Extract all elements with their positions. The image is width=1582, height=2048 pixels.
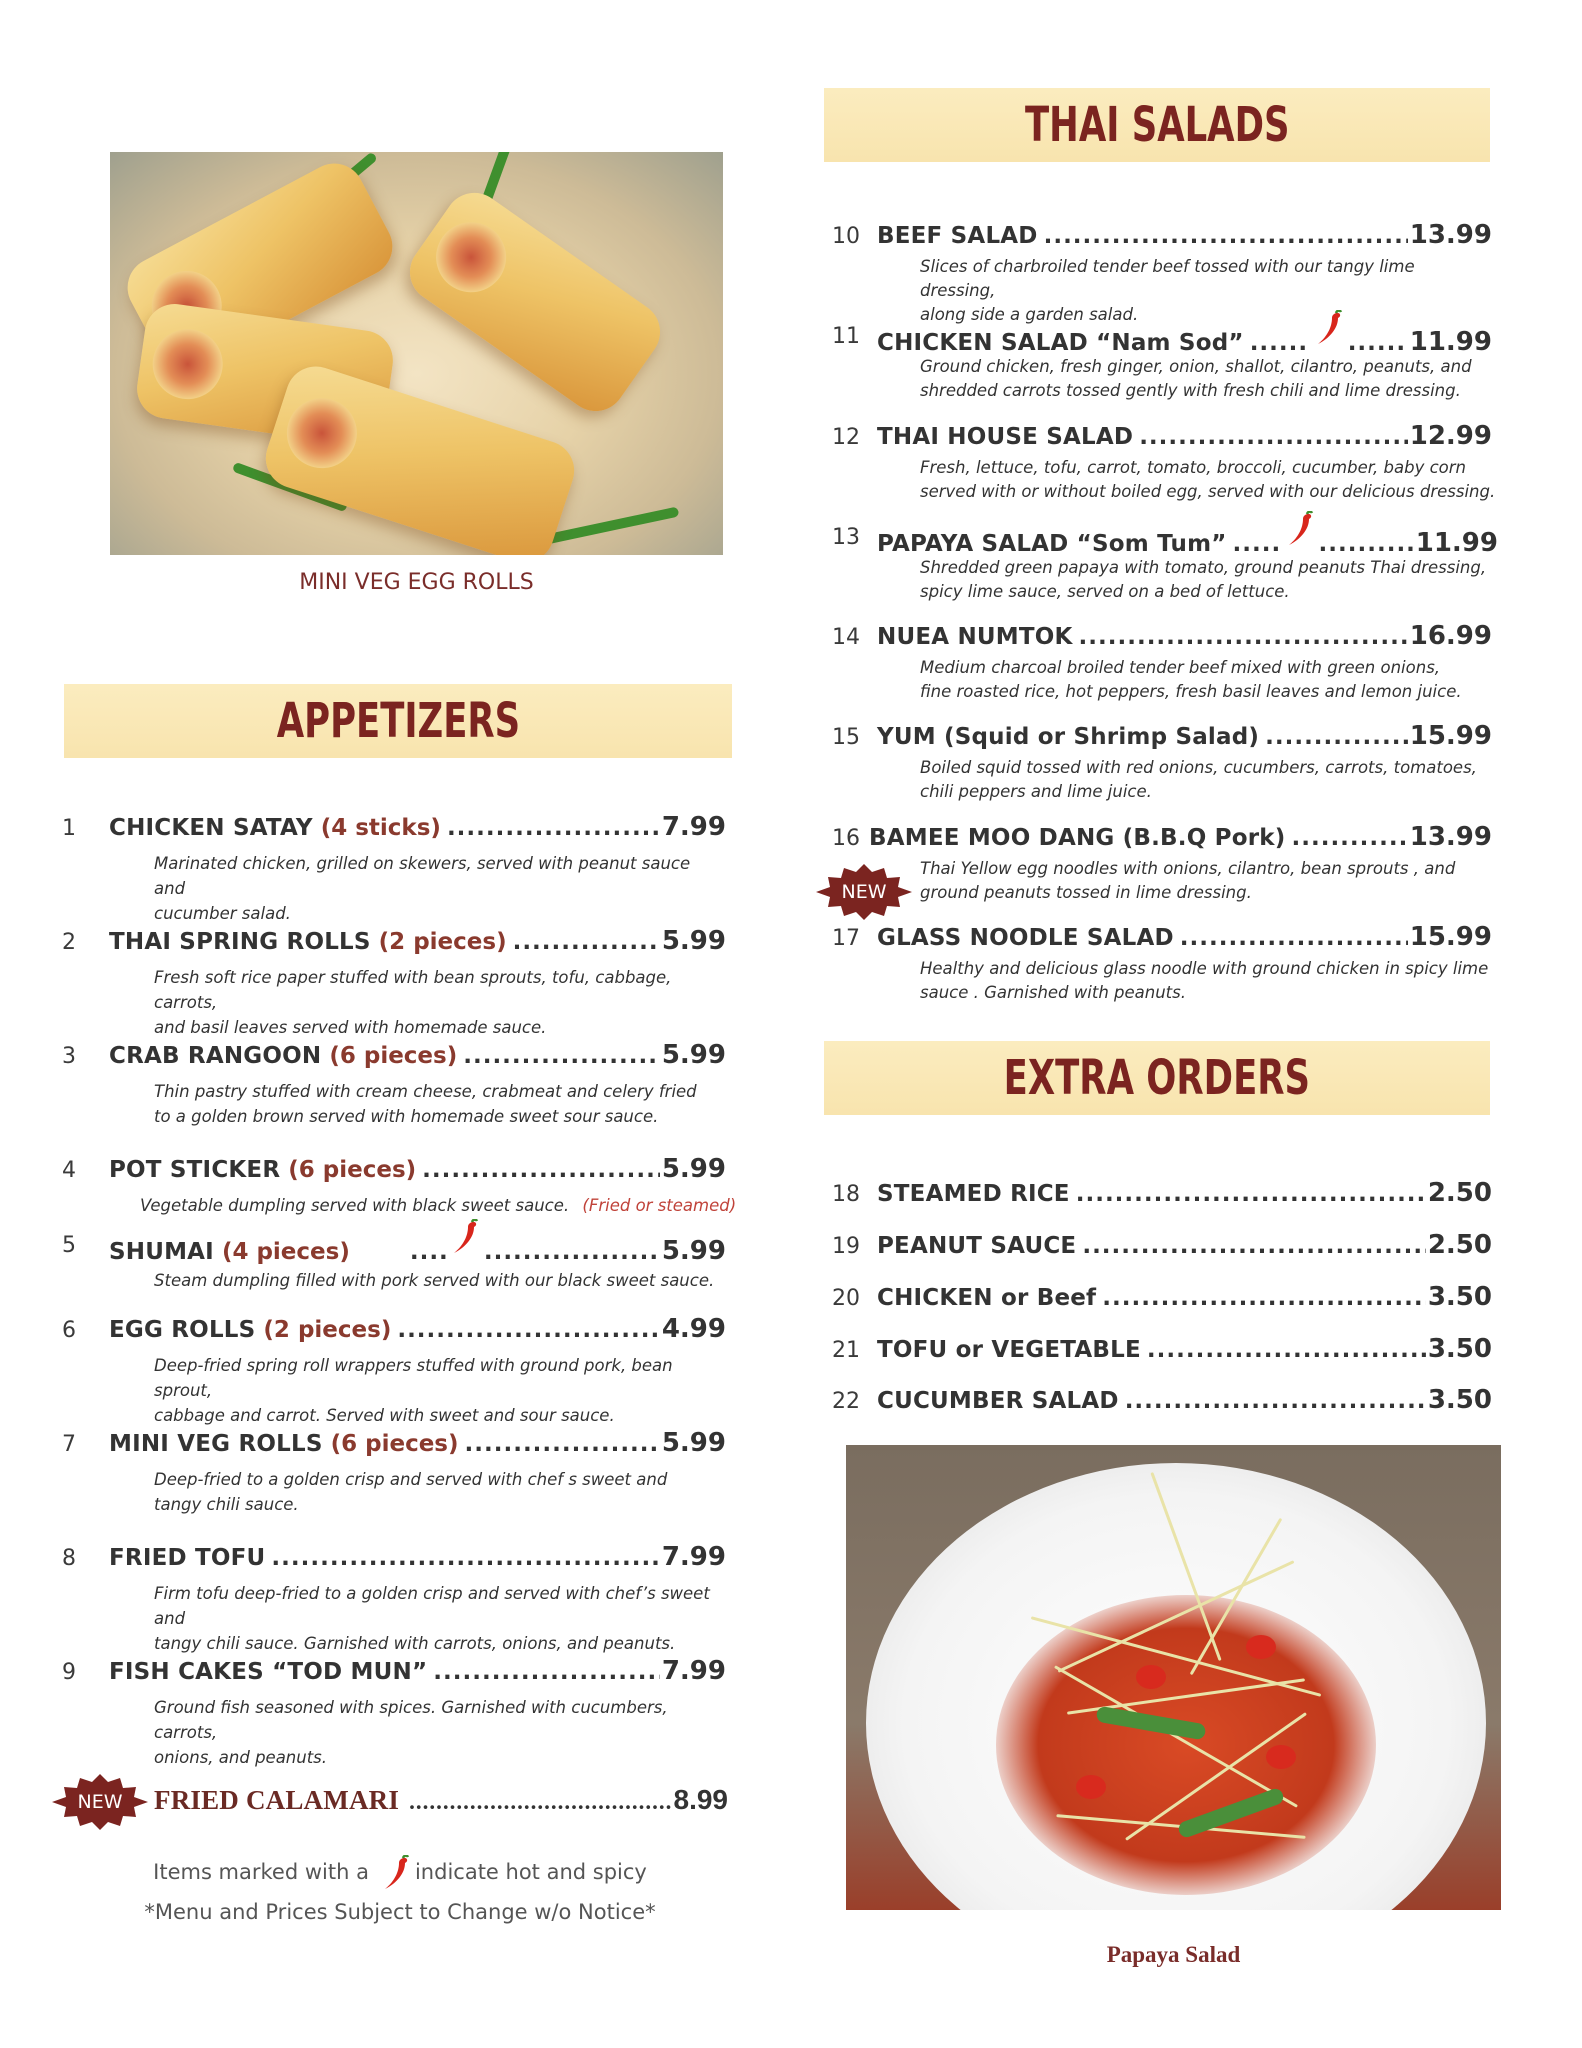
dot-leader	[433, 1659, 660, 1685]
new-badge	[48, 1772, 152, 1832]
item-description: Deep-fried spring roll wrappers stuffed with ground pork, bean sprout,	[154, 1356, 673, 1400]
item-description: Marinated chicken, grilled on skewers, served with peanut sauce and	[154, 854, 691, 898]
price-notice: *Menu and Prices Subject to Change w/o Notice*	[144, 1900, 656, 1924]
item-price: 13.99	[1409, 822, 1492, 852]
item-name: BEEF SALAD	[877, 223, 1038, 249]
dot-leader	[271, 1545, 659, 1571]
dot-leader	[1082, 1233, 1426, 1259]
item-description: cucumber salad.	[154, 904, 291, 923]
item-name: PEANUT SAUCE	[877, 1233, 1077, 1259]
item-price: 8.99	[673, 1784, 728, 1815]
item-name: FRIED TOFU	[109, 1545, 266, 1571]
item-number: 12	[832, 425, 860, 450]
item-price: 4.99	[661, 1314, 726, 1344]
item-number: 11	[832, 324, 860, 349]
item-number: 2	[62, 930, 76, 955]
item-number: 18	[832, 1182, 860, 1207]
menu-item	[832, 1334, 1492, 1370]
menu-item	[62, 1229, 726, 1289]
dot-leader	[484, 1239, 660, 1265]
menu-item	[62, 1542, 726, 1653]
menu-item	[62, 1656, 726, 1767]
item-description: Thin pastry stuffed with cream cheese, crabmeat and celery fried	[154, 1082, 697, 1101]
egg-rolls-caption: MINI VEG EGG ROLLS	[299, 570, 534, 595]
item-number: 10	[832, 224, 860, 249]
item-price: 3.50	[1427, 1334, 1492, 1364]
appetizers-heading: APPETIZERS	[64, 684, 732, 758]
dot-leader	[465, 1431, 660, 1457]
item-description: sauce . Garnished with peanuts.	[920, 983, 1186, 1002]
item-description: Slices of charbroiled tender beef tossed with our tangy lime dressing,	[920, 257, 1415, 300]
menu-item	[62, 1428, 726, 1518]
dot-leader	[422, 1157, 660, 1183]
item-price: 7.99	[661, 1656, 726, 1686]
item-description: tangy chili sauce. Garnished with carrots, onions, and peanuts.	[154, 1634, 676, 1653]
dot-leader	[1044, 223, 1408, 249]
item-price: 5.99	[661, 1236, 726, 1266]
menu-item	[832, 922, 1492, 1012]
chili-pepper-icon	[1314, 320, 1340, 350]
item-price: 15.99	[1409, 721, 1492, 751]
dot-leader	[463, 1043, 660, 1069]
dot-leader	[409, 1789, 671, 1815]
item-quantity: (2 pieces)	[378, 929, 507, 955]
menu-item	[62, 1314, 726, 1425]
egg-rolls-photo	[110, 152, 723, 555]
menu-item	[832, 220, 1492, 324]
menu-item	[832, 1282, 1492, 1318]
extra-orders-heading: EXTRA ORDERS	[824, 1041, 1490, 1115]
item-price: 5.99	[661, 1428, 726, 1458]
item-price: 5.99	[661, 926, 726, 956]
chili-pepper-icon	[379, 1855, 413, 1889]
item-name: PAPAYA SALAD “Som Tum”	[877, 531, 1227, 557]
dot-leader	[1139, 424, 1408, 450]
item-quantity: (4 pieces)	[221, 1239, 350, 1265]
item-number: 1	[62, 816, 76, 841]
dot-leader	[397, 1317, 660, 1343]
spicy-legend	[60, 1855, 740, 1889]
dot-leader	[1079, 624, 1408, 650]
item-description: Boiled squid tossed with red onions, cucumbers, carrots, tomatoes,	[920, 758, 1477, 777]
item-number: 9	[62, 1660, 76, 1685]
item-description: Healthy and delicious glass noodle with ground chicken in spicy lime	[920, 959, 1489, 978]
item-name: STEAMED RICE	[877, 1181, 1070, 1207]
item-description: spicy lime sauce, served on a bed of lettuce.	[920, 582, 1290, 601]
item-number: 17	[832, 926, 860, 951]
menu-item	[832, 521, 1498, 611]
item-number: 20	[832, 1286, 860, 1311]
dot-leader	[447, 815, 660, 841]
item-name: MINI VEG ROLLS	[109, 1431, 323, 1457]
item-price: 12.99	[1409, 421, 1492, 451]
item-number: 3	[62, 1044, 76, 1069]
item-price: 5.99	[661, 1040, 726, 1070]
dot-leader	[1076, 1181, 1426, 1207]
dot-leader	[410, 1239, 446, 1265]
item-description: Ground fish seasoned with spices. Garnished with cucumbers, carrots,	[154, 1698, 668, 1742]
menu-item	[832, 621, 1492, 711]
item-name: SHUMAI	[109, 1239, 214, 1265]
menu-item	[832, 1385, 1492, 1421]
item-description: and basil leaves served with homemade sauce.	[154, 1018, 547, 1037]
dot-leader	[1125, 1388, 1426, 1414]
new-badge-label: NEW	[77, 1791, 123, 1813]
item-name: CHICKEN SALAD “Nam Sod”	[877, 330, 1244, 356]
item-quantity: (4 sticks)	[320, 815, 441, 841]
item-price: 11.99	[1409, 327, 1492, 357]
item-name: CUCUMBER SALAD	[877, 1388, 1119, 1414]
item-name: THAI SPRING ROLLS	[109, 929, 371, 955]
item-number: 5	[62, 1233, 76, 1258]
item-number: 13	[832, 525, 860, 550]
dot-leader	[1180, 925, 1408, 951]
item-description: Fresh, lettuce, tofu, carrot, tomato, broccoli, cucumber, baby corn	[920, 458, 1466, 477]
item-description: Ground chicken, fresh ginger, onion, shallot, cilantro, peanuts, and	[920, 357, 1472, 376]
item-note: (Fried or steamed)	[582, 1196, 737, 1215]
item-price: 3.50	[1427, 1385, 1492, 1415]
item-price: 13.99	[1409, 220, 1492, 250]
thai-salads-heading: THAI SALADS	[824, 88, 1490, 162]
item-price: 5.99	[661, 1154, 726, 1184]
item-price: 7.99	[661, 812, 726, 842]
item-description: along side a garden salad.	[920, 305, 1139, 324]
menu-item	[62, 1154, 737, 1215]
item-number: 19	[832, 1234, 860, 1259]
item-number: 6	[62, 1318, 76, 1343]
papaya-salad-caption: Papaya Salad	[1106, 1942, 1241, 1967]
item-price: 11.99	[1415, 528, 1498, 558]
item-description: served with or without boiled egg, served with our delicious dressing.	[920, 482, 1496, 501]
menu-item	[832, 1178, 1492, 1214]
item-price: 3.50	[1427, 1282, 1492, 1312]
chili-pepper-icon	[1285, 521, 1311, 551]
spicy-legend-text: indicate hot and spicy	[414, 1860, 647, 1884]
item-description: shredded carrots tossed gently with fresh chili and lime dressing.	[920, 381, 1461, 400]
menu-item	[832, 320, 1492, 410]
menu-item	[832, 421, 1496, 511]
item-name: POT STICKER	[109, 1157, 281, 1183]
chili-pepper-icon	[450, 1229, 476, 1259]
menu-item	[62, 926, 726, 1037]
item-description: tangy chili sauce.	[154, 1495, 299, 1514]
item-name: YUM (Squid or Shrimp Salad)	[877, 724, 1260, 750]
dot-leader	[1102, 1285, 1426, 1311]
item-description: Fresh soft rice paper stuffed with bean sprouts, tofu, cabbage, carrots,	[154, 968, 672, 1012]
item-name: CRAB RANGOON	[109, 1043, 322, 1069]
item-name: THAI HOUSE SALAD	[877, 424, 1134, 450]
item-name: CHICKEN SATAY	[109, 815, 313, 841]
item-name: EGG ROLLS	[109, 1317, 256, 1343]
item-price: 7.99	[661, 1542, 726, 1572]
item-number: 4	[62, 1158, 76, 1183]
item-number: 21	[832, 1338, 860, 1363]
menu-item	[832, 721, 1492, 811]
item-description: Shredded green papaya with tomato, ground peanuts Thai dressing,	[920, 558, 1487, 577]
item-description: ground peanuts tossed in lime dressing.	[920, 883, 1252, 902]
dot-leader	[1319, 531, 1414, 557]
menu-item	[832, 1230, 1492, 1266]
item-price: 16.99	[1409, 621, 1492, 651]
item-number: 16	[832, 826, 860, 851]
item-description: to a golden brown served with homemade sweet sour sauce.	[154, 1107, 659, 1126]
item-number: 7	[62, 1432, 76, 1457]
item-description: fine roasted rice, hot peppers, fresh basil leaves and lemon juice.	[920, 682, 1462, 701]
item-number: 22	[832, 1389, 860, 1414]
menu-item-calamari	[48, 1772, 728, 1832]
dot-leader	[1147, 1337, 1426, 1363]
dot-leader	[1265, 724, 1408, 750]
item-name: NUEA NUMTOK	[877, 624, 1073, 650]
new-badge	[812, 862, 916, 922]
item-number: 8	[62, 1546, 76, 1571]
item-description: chili peppers and lime juice.	[920, 782, 1152, 801]
item-quantity: (2 pieces)	[263, 1317, 392, 1343]
item-price: 2.50	[1427, 1230, 1492, 1260]
item-description: Thai Yellow egg noodles with onions, cilantro, bean sprouts , and	[920, 859, 1456, 878]
spicy-legend-text: Items marked with a	[153, 1860, 369, 1884]
item-number: 14	[832, 625, 860, 650]
item-description: Deep-fried to a golden crisp and served with chef s sweet and	[154, 1470, 668, 1489]
dot-leader	[1250, 330, 1310, 356]
papaya-salad-photo	[846, 1445, 1501, 1910]
item-quantity: (6 pieces)	[330, 1431, 459, 1457]
item-number: 15	[832, 725, 860, 750]
item-price: 2.50	[1427, 1178, 1492, 1208]
dot-leader	[1348, 330, 1408, 356]
item-description: Steam dumpling filled with pork served with our black sweet sauce.	[154, 1271, 715, 1290]
menu-item	[62, 1040, 726, 1130]
item-name: TOFU or VEGETABLE	[877, 1337, 1141, 1363]
item-description: onions, and peanuts.	[154, 1748, 328, 1767]
dot-leader	[1233, 531, 1281, 557]
item-name: GLASS NOODLE SALAD	[877, 925, 1174, 951]
item-description: Vegetable dumpling served with black sweet sauce.	[140, 1196, 570, 1215]
item-name: CHICKEN or Beef	[877, 1285, 1097, 1311]
item-quantity: (6 pieces)	[329, 1043, 458, 1069]
item-price: 15.99	[1409, 922, 1492, 952]
item-name: BAMEE MOO DANG (B.B.Q Pork)	[869, 825, 1286, 851]
dot-leader	[513, 929, 660, 955]
item-name: FISH CAKES “TOD MUN”	[109, 1659, 428, 1685]
item-quantity: (6 pieces)	[288, 1157, 417, 1183]
item-description: cabbage and carrot. Served with sweet and sour sauce.	[154, 1406, 615, 1425]
dot-leader	[1292, 825, 1408, 851]
menu-item	[812, 822, 1492, 922]
item-description: Medium charcoal broiled tender beef mixed with green onions,	[920, 658, 1441, 677]
item-name: FRIED CALAMARI	[154, 1785, 400, 1815]
menu-item	[62, 812, 726, 923]
item-description: Firm tofu deep-fried to a golden crisp and served with chef’s sweet and	[154, 1584, 710, 1628]
new-badge-label: NEW	[841, 881, 887, 903]
